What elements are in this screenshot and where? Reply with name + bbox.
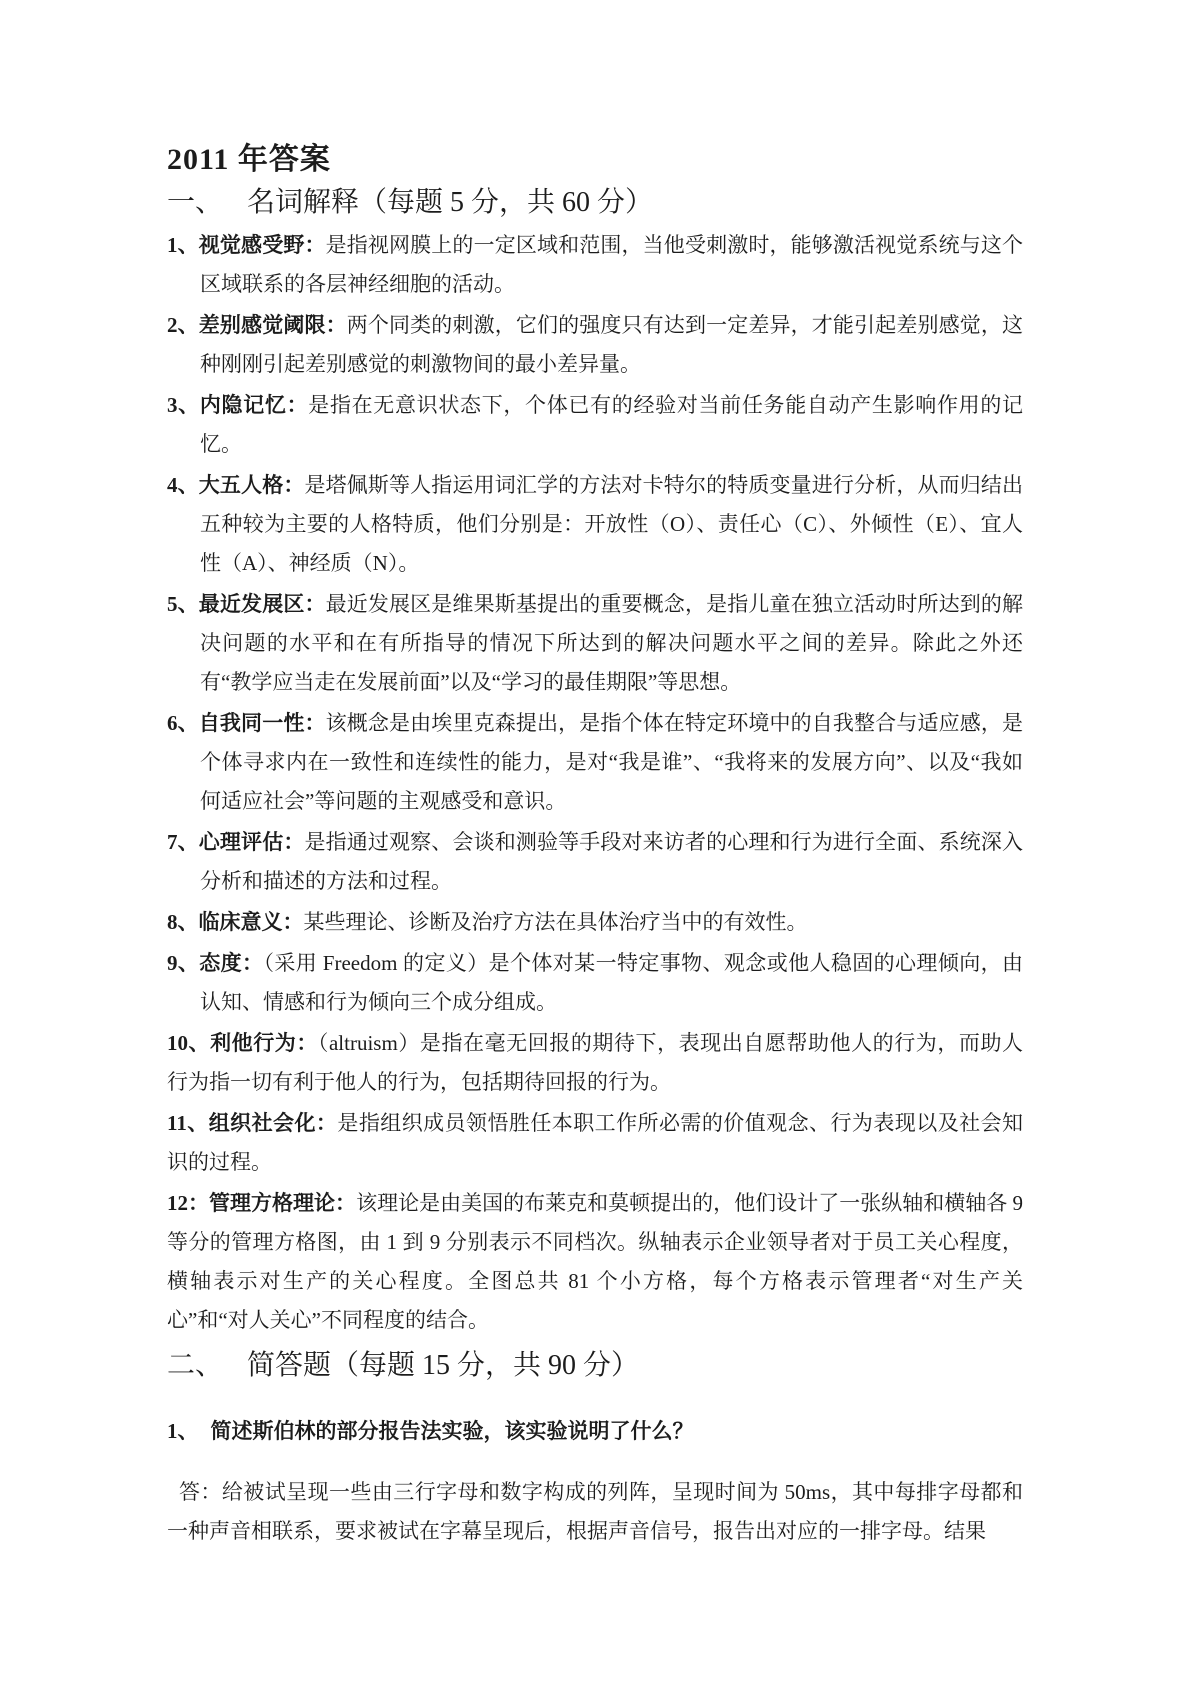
item-number: 9、 bbox=[167, 951, 200, 975]
item-definition: 是指通过观察、会谈和测验等手段对来访者的心理和行为进行全面、系统深入分析和描述的方法和过程。 bbox=[200, 830, 1024, 893]
item-number: 12： bbox=[167, 1191, 210, 1215]
item-definition: （altruism）是指在毫无回报的期待下，表现出自愿帮助他人的行为，而助人行为指一切有利于他人的行为，包括期待回报的行为。 bbox=[167, 1031, 1024, 1094]
section-1-title: 名词解释（每题 5 分，共 60 分） bbox=[247, 187, 654, 218]
definition-item bbox=[167, 823, 1023, 901]
definition-item bbox=[167, 585, 1023, 702]
item-definition: 某些理论、诊断及治疗方法在具体治疗当中的有效性。 bbox=[303, 910, 808, 934]
item-term: 态度： bbox=[199, 951, 264, 975]
item-term: 利他行为： bbox=[210, 1031, 318, 1055]
question-1 bbox=[167, 1411, 1023, 1452]
definition-item bbox=[167, 704, 1023, 821]
definition-item bbox=[167, 466, 1023, 583]
item-definition: 是指在无意识状态下，个体已有的经验对当前任务能自动产生影响作用的记忆。 bbox=[200, 393, 1024, 456]
answer-paragraph: 答：给被试呈现一些由三行字母和数字构成的列阵，呈现时间为 50ms，其中每排字母都和一种声音相联系，要求被试在字幕呈现后，根据声音信号，报告出对应的一排字母。结果 bbox=[167, 1480, 1023, 1543]
item-definition: 该概念是由埃里克森提出，是指个体在特定环境中的自我整合与适应感，是个体寻求内在一致性和连续性的能力，是对“我是谁”、“我将来的发展方向”、以及“我如何适应社会”等问题的主观感受和意识。 bbox=[200, 711, 1024, 813]
definitions-list bbox=[167, 226, 1023, 1340]
section-2-heading bbox=[167, 1342, 1023, 1390]
item-term: 自我同一性： bbox=[198, 711, 326, 735]
item-number: 5、 bbox=[167, 592, 199, 616]
item-term: 差别感觉阈限： bbox=[198, 313, 347, 337]
item-term: 组织社会化： bbox=[208, 1111, 338, 1135]
definition-item bbox=[167, 386, 1023, 464]
definition-item bbox=[167, 1024, 1023, 1102]
item-number: 3、 bbox=[167, 393, 200, 417]
item-number: 1、 bbox=[167, 233, 199, 257]
definition-item bbox=[167, 944, 1023, 1022]
section-2-number: 二、 bbox=[167, 1350, 224, 1381]
questions-list bbox=[167, 1411, 1023, 1551]
item-term: 最近发展区： bbox=[198, 592, 326, 616]
item-number: 4、 bbox=[167, 473, 199, 497]
item-definition: 两个同类的刺激，它们的强度只有达到一定差异，才能引起差别感觉，这种刚刚引起差别感觉的刺激物间的最小差异量。 bbox=[200, 313, 1024, 376]
item-term: 临床意义： bbox=[198, 910, 304, 934]
definition-item bbox=[167, 1104, 1023, 1182]
section-1-heading bbox=[167, 180, 1023, 226]
item-term: 大五人格： bbox=[198, 473, 305, 497]
item-number: 2、 bbox=[167, 313, 199, 337]
item-number: 11、 bbox=[167, 1111, 209, 1135]
item-definition: 是塔佩斯等人指运用词汇学的方法对卡特尔的特质变量进行分析，从而归结出五种较为主要的人格特质，他们分别是：开放性（O）、责任心（C）、外倾性（E）、宜人性（A）、神经质（N）。 bbox=[200, 473, 1024, 575]
definition-item bbox=[167, 1184, 1023, 1340]
section-2-title: 简答题（每题 15 分，共 90 分） bbox=[247, 1350, 640, 1381]
item-term: 视觉感受野： bbox=[198, 233, 326, 257]
definition-item bbox=[167, 306, 1023, 384]
question-text: 简述斯伯林的部分报告法实验，该实验说明了什么？ bbox=[210, 1419, 694, 1443]
item-term: 内隐记忆： bbox=[199, 393, 309, 417]
item-number: 7、 bbox=[167, 830, 199, 854]
item-definition: （采用 Freedom 的定义）是个体对某一特定事物、观念或他人稳固的心理倾向，由认知、情感和行为倾向三个成分组成。 bbox=[200, 951, 1023, 1014]
item-number: 10、 bbox=[167, 1031, 211, 1055]
section-1-number: 一、 bbox=[167, 187, 224, 218]
item-definition: 是指视网膜上的一定区域和范围，当他受刺激时，能够激活视觉系统与这个区域联系的各层神经细胞的活动。 bbox=[200, 233, 1024, 296]
item-term: 心理评估： bbox=[198, 830, 305, 854]
item-number: 6、 bbox=[167, 711, 199, 735]
question-number: 1、 bbox=[167, 1419, 199, 1443]
item-number: 8、 bbox=[167, 910, 199, 934]
item-definition: 是指组织成员领悟胜任本职工作所必需的价值观念、行为表现以及社会知识的过程。 bbox=[167, 1111, 1024, 1174]
item-term: 管理方格理论： bbox=[209, 1191, 357, 1215]
definition-item bbox=[167, 903, 1023, 942]
item-definition: 最近发展区是维果斯基提出的重要概念，是指儿童在独立活动时所达到的解决问题的水平和在有所指导的情况下所达到的解决问题水平之间的差异。除此之外还有“教学应当走在发展前面”以及“学习的最佳期限”等思想。 bbox=[200, 592, 1024, 694]
definition-item bbox=[167, 226, 1023, 304]
item-definition: 该理论是由美国的布莱克和莫顿提出的，他们设计了一张纵轴和横轴各 9 等分的管理方格图，由 1 到 9 分别表示不同档次。纵轴表示企业领导者对于员工关心程度，横轴表示对生产的关心程度。全图总共 81 个小方格，每个方格表示管理者“对生产关心”和“对人关心”不同程度的结合。 bbox=[167, 1191, 1024, 1332]
document-title: 2011 年答案 bbox=[167, 143, 331, 176]
